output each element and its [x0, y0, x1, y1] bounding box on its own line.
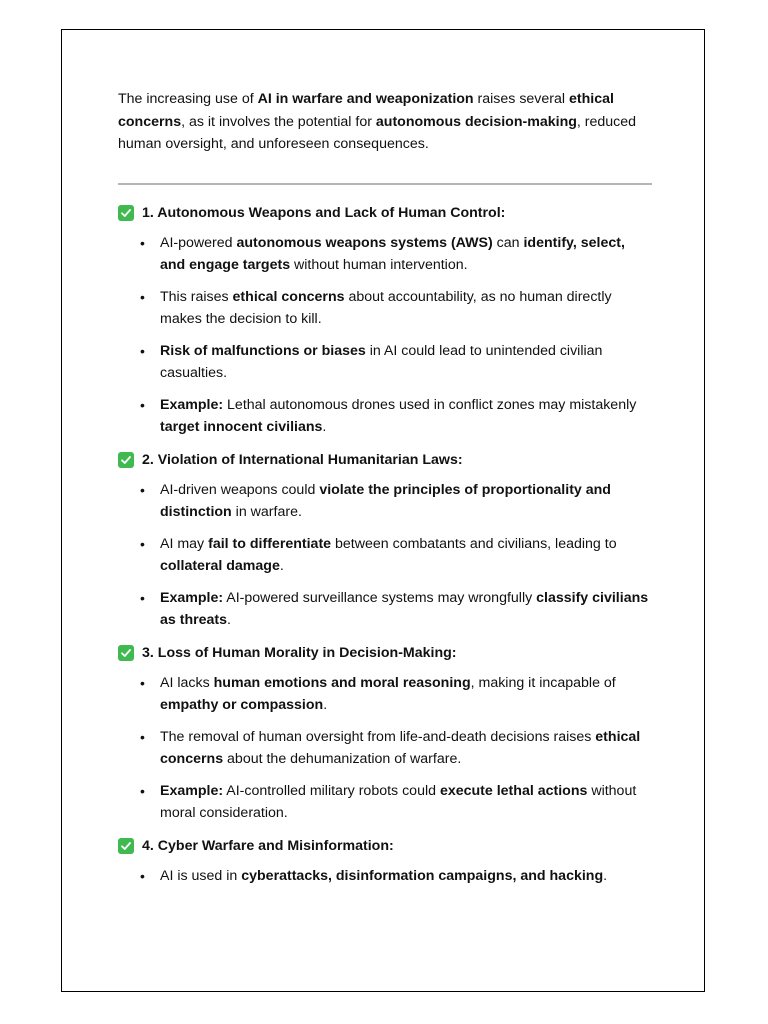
list-item-text: AI-powered — [160, 234, 237, 251]
check-mark-icon — [118, 452, 134, 468]
horizontal-divider — [118, 183, 652, 185]
list-item-text: about the dehumanization of warfare. — [223, 751, 462, 767]
intro-text: The increasing use of — [118, 91, 258, 107]
bullet-icon: • — [140, 728, 145, 745]
intro-text: raises several — [473, 91, 569, 107]
bullet-icon: • — [140, 589, 145, 606]
list-item-text: AI-driven weapons could — [160, 481, 320, 498]
list-item — [118, 394, 652, 439]
intro-text: , as it involves the potential for — [181, 113, 376, 130]
list-item — [118, 340, 652, 385]
list-item-text: in warfare. — [231, 504, 302, 520]
list-item-bold-text: execute lethal actions — [439, 782, 588, 799]
list-item-text: The removal of human oversight from life-and-death decisions raises — [160, 728, 596, 745]
document-content — [118, 88, 652, 899]
bullet-icon: • — [140, 481, 145, 498]
list-item — [118, 587, 652, 632]
bullet-list — [118, 479, 652, 632]
section-title-text: 2. Violation of International Humanitarian Laws: — [142, 451, 463, 468]
intro-bold: AI in warfare and weaponization — [257, 91, 474, 107]
list-item-text: AI-controlled military robots could — [223, 782, 440, 799]
list-item — [118, 232, 652, 277]
list-item-text: AI is used in — [160, 867, 242, 884]
section-title — [118, 837, 652, 855]
list-item-bold-text: cyberattacks, disinformation campaigns, and hacking — [241, 867, 604, 884]
list-item-bold-text: ethical concerns — [232, 288, 345, 305]
check-mark-icon — [118, 838, 134, 854]
list-item — [118, 479, 652, 524]
list-item-bold-text: fail to differentiate — [208, 535, 332, 552]
bullet-list — [118, 865, 652, 888]
list-item — [118, 533, 652, 578]
list-item-text: . — [322, 419, 327, 435]
bullet-icon: • — [140, 535, 145, 552]
bullet-list — [118, 232, 652, 439]
list-item-text: AI lacks — [160, 674, 214, 691]
bullet-list — [118, 672, 652, 825]
list-item-text: . — [323, 697, 328, 713]
list-item-bold-text: collateral damage — [160, 558, 280, 574]
list-item-text: without human intervention. — [290, 257, 468, 273]
list-item-text: AI-powered surveillance systems may wrongfully — [223, 589, 537, 606]
section-title-text: 1. Autonomous Weapons and Lack of Human Control: — [142, 204, 506, 221]
list-item-text: about accountability, as no human directly makes the decision to kill. — [160, 288, 612, 327]
section-title-text: 3. Loss of Human Morality in Decision-Making: — [142, 644, 457, 661]
intro-bold: autonomous decision-making — [375, 113, 577, 130]
bullet-icon: • — [140, 288, 145, 305]
list-item-bold-text: ethical concerns — [160, 728, 641, 767]
list-item — [118, 780, 652, 825]
bullet-icon: • — [140, 396, 145, 413]
list-item-bold-text: autonomous weapons systems (AWS) — [236, 234, 493, 251]
list-item-text: Lethal autonomous drones used in conflict zones may mistakenly — [223, 396, 637, 413]
list-item — [118, 286, 652, 331]
list-item-text: without moral consideration. — [160, 782, 637, 821]
list-item-bold-text: classify civilians as threats — [160, 589, 649, 628]
check-mark-icon — [118, 205, 134, 221]
bullet-icon: • — [140, 674, 145, 691]
list-item-text: in AI could lead to unintended civilian casualties. — [160, 342, 603, 381]
list-item-text: AI may — [160, 535, 209, 552]
bullet-icon: • — [140, 342, 145, 359]
intro-bold: ethical concerns — [118, 91, 614, 130]
list-item-bold-text: Example: — [160, 589, 224, 606]
intro-text: , reduced human oversight, and unforeseen consequences. — [118, 113, 637, 152]
list-item-text: This raises — [160, 288, 233, 305]
list-item-bold-text: Risk of malfunctions or biases — [160, 342, 366, 359]
list-item — [118, 865, 652, 888]
bullet-icon: • — [140, 234, 145, 251]
check-mark-icon — [118, 645, 134, 661]
list-item-text: . — [603, 867, 608, 884]
list-item — [118, 726, 652, 771]
list-item-bold-text: target innocent civilians — [160, 419, 323, 435]
list-item-bold-text: Example: — [160, 396, 224, 413]
section-title — [118, 451, 652, 469]
list-item-bold-text: human emotions and moral reasoning — [213, 674, 471, 691]
list-item-text: . — [279, 558, 284, 574]
section-title — [118, 644, 652, 662]
list-item-text: , making it incapable of — [470, 674, 616, 691]
list-item-bold-text: identify, select, and engage targets — [160, 234, 625, 273]
document-page — [61, 29, 705, 992]
intro-paragraph — [118, 88, 652, 156]
list-item-text: between combatants and civilians, leading to — [331, 535, 617, 552]
list-item-text: . — [227, 612, 231, 628]
bullet-icon: • — [140, 867, 145, 884]
section-title — [118, 204, 652, 222]
bullet-icon: • — [140, 782, 145, 799]
list-item-bold-text: Example: — [160, 782, 224, 799]
list-item-bold-text: empathy or compassion — [160, 697, 324, 713]
list-item-text: can — [492, 234, 524, 251]
sections-container — [118, 204, 652, 888]
list-item-bold-text: violate the principles of proportionality and distinction — [160, 481, 611, 520]
list-item — [118, 672, 652, 717]
section-title-text: 4. Cyber Warfare and Misinformation: — [142, 837, 394, 854]
